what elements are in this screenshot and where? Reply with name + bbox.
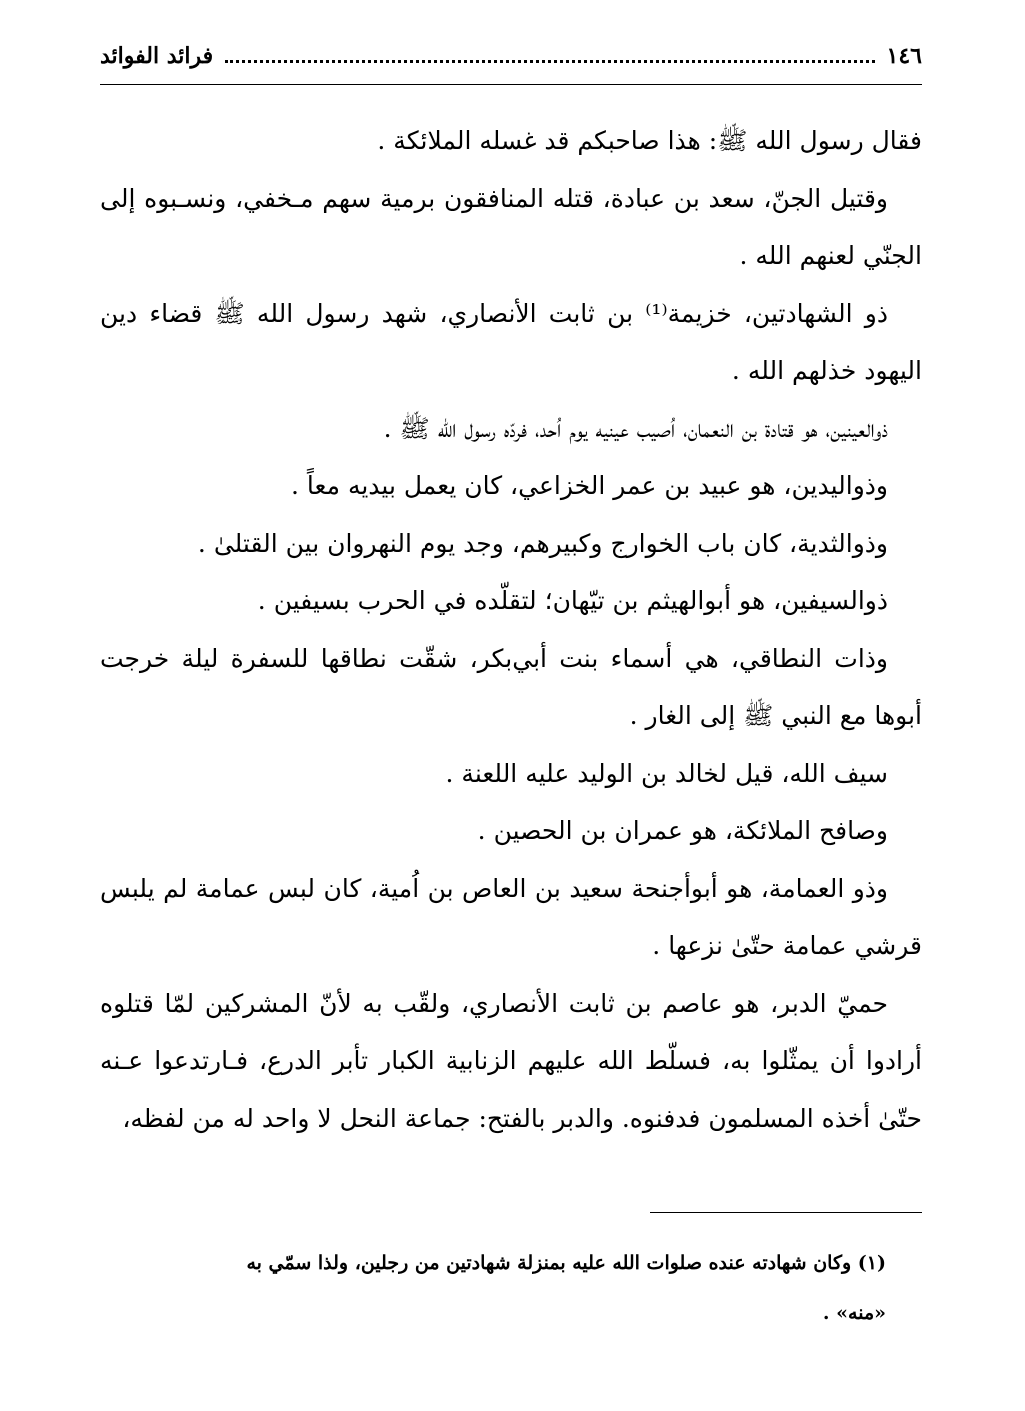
paragraph: ذوالعينين، هو قتادة بن النعمان، اُصيب عينيه يوم اُحد، فردّه رسول الله ﷺ . — [383, 413, 888, 443]
main-text — [100, 112, 922, 1147]
footnotes — [100, 1238, 922, 1338]
footnote-separator — [650, 1212, 922, 1213]
page-number: ١٤٦ — [886, 43, 922, 69]
paragraph: وذوالثدية، كان باب الخوارج وكبيرهم، وجد يوم النهروان بين القتلىٰ . — [197, 528, 888, 558]
paragraph: ذوالسيفين، هو أبوالهيثم بن تيّهان؛ لتقلّده في الحرب بسيفين . — [257, 586, 888, 615]
paragraph: سيف الله، قيل لخالد بن الوليد عليه اللعنة . — [445, 758, 888, 788]
running-head — [100, 38, 922, 74]
footnote-line: (١) وكان شهادته عنده صلوات الله عليه بمنزلة شهادتين من رجلين، ولذا سمّي به — [246, 1252, 886, 1274]
paragraph: حميّ الدبر، هو عاصم بن ثابت الأنصاري، ولقّب به لأنّ المشركين لمّا قتلوه أرادوا أن يمثّلوا به، فسلّط الله عليهم الزنابية الكبار تأبر الدرع، فـارتدعوا عـنه حتّىٰ أخذه المسلمون فدفنوه. والدبر بالفتح: جماعة النحل لا واحد له من لفظه، — [100, 988, 922, 1133]
dot-leader — [225, 60, 874, 63]
paragraph: فقال رسول الله ﷺ: هذا صاحبكم قد غسله الملائكة . — [377, 126, 922, 155]
paragraph: وصافح الملائكة، هو عمران بن الحصين . — [477, 816, 888, 845]
header-rule — [100, 84, 922, 85]
footnote-source: «منه» . — [822, 1302, 886, 1324]
paragraph: وذو العمامة، هو أبوأجنحة سعيد بن العاص بن اُمية، كان لبس عمامة لم يلبس قرشي عمامة حتّىٰ نزعها . — [100, 873, 922, 960]
paragraph: وذواليدين، هو عبيد بن عمر الخزاعي، كان يعمل بيديه معاً . — [291, 471, 888, 500]
paragraph: وقتيل الجنّ، سعد بن عبادة، قتله المنافقون برمية سهم مـخفي، ونسـبوه إلى الجنّي لعنهم الله . — [100, 183, 922, 270]
paragraph: وذات النطاقي، هي أسماء بنت أبي‌بكر، شقّت نطاقها للسفرة ليلة خرجت أبوها مع النبي ﷺ إلى الغار . — [100, 643, 922, 730]
book-title: فرائد الفوائد — [100, 43, 214, 69]
paragraph: ذو الشهادتين، خزيمة⁽¹⁾ بن ثابت الأنصاري، شهد رسول الله ﷺ قضاء دين اليهود خذلهم الله . — [100, 298, 922, 385]
